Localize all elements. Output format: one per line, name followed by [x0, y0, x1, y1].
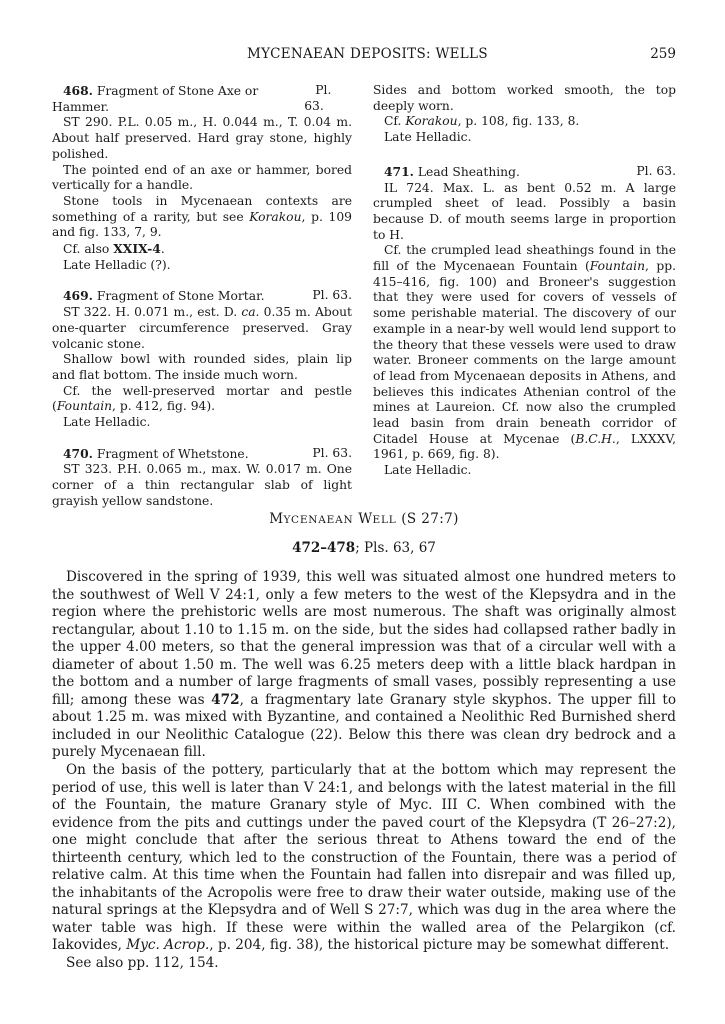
entry-description: [52, 305, 352, 352]
entry-paragraph: [373, 243, 676, 463]
entry-paragraph: [52, 384, 352, 415]
entry-number: 470.: [63, 445, 93, 461]
plate-reference: Pl. 63.: [312, 445, 352, 460]
body-paragraph: See also pp. 112, 154.: [66, 955, 219, 972]
entry-date: Late Helladic.: [63, 415, 151, 430]
entry-title: Fragment of Whetstone.: [96, 446, 249, 461]
entry-number: 468.: [63, 83, 93, 98]
italic-reference: Fountain: [56, 399, 113, 414]
text-run: , LXXXV, 1961, p. 669, fig. 8).: [373, 431, 676, 462]
text-run: , pp. 415–416, fig. 100) and Broneer's suggestion that they were used for covers of vessels of some perishable material. The discovery of our example in a near-by well would lend support to the theory that these vessels were used to draw water. Broneer comments on the large amount of lead from Mycenaean deposits in Athens, and believes this indicates Athenian control of the mines at Laureion. Cf. now also the crumpled lead basin from drain beneath corridor of Citadel House at Mycenae (: [373, 259, 676, 446]
deposit-reference: (S 27:7): [401, 511, 459, 527]
catalogue-entry-470: [52, 446, 352, 510]
catalogue-range: 472–478: [292, 540, 356, 556]
body-paragraph: [52, 762, 676, 955]
entry-paragraph: [52, 194, 352, 241]
entry-description: ST 323. P.H. 0.065 m., max. W. 0.017 m. One corner of a thin rectangular slab of light grayish yellow sandstone.: [52, 462, 352, 508]
plate-references: ; Pls. 63, 67: [355, 540, 436, 556]
entry-title: Fragment of Stone Axe or Hammer.: [52, 84, 259, 114]
bold-reference: 472: [211, 691, 240, 708]
catalogue-entry-469: [52, 288, 352, 430]
entry-crossref: [52, 241, 352, 258]
italic-reference: Myc. Acrop.: [126, 937, 210, 954]
italic-text: ca.: [241, 305, 260, 320]
italic-reference: Korakou: [249, 209, 302, 224]
text-run: ST 322. H. 0.071 m., est. D.: [63, 305, 242, 320]
entry-title: Lead Sheathing.: [417, 164, 520, 179]
entry-heading: [52, 288, 352, 305]
italic-reference: Fountain: [589, 259, 645, 274]
entry-date: Late Helladic.: [384, 130, 472, 145]
text-run: , p. 412, fig. 94).: [112, 399, 216, 414]
running-head-title: MYCENAEAN DEPOSITS: WELLS: [247, 46, 488, 62]
text-run: 0.35 m. About one-quarter circumference preserved. Gray volcanic stone.: [52, 305, 352, 351]
small-caps-text: ELL: [372, 514, 397, 526]
body-text: [52, 569, 676, 973]
small-caps-initial: W: [358, 511, 373, 527]
entry-description: ST 290. P.L. 0.05 m., H. 0.044 m., T. 0.04 m. About half preserved. Hard gray stone, highly polished.: [52, 115, 352, 161]
plate-reference: Pl. 63.: [304, 83, 332, 113]
running-head: [52, 46, 676, 66]
page-number: 259: [650, 46, 676, 62]
catalogue-entry-468: [52, 83, 352, 273]
text-run: Cf. the crumpled lead sheathings found in the fill of the Mycenaean Fountain (: [373, 243, 676, 274]
body-paragraph: [52, 569, 676, 762]
text-run: , p. 108, fig. 133, 8.: [457, 114, 580, 129]
entry-paragraph: Shallow bowl with rounded sides, plain lip and flat bottom. The inside much worn.: [52, 352, 352, 382]
entry-number: 469.: [63, 288, 93, 304]
small-caps-text: YCENAEAN: [283, 514, 354, 526]
section-heading: [52, 511, 676, 527]
text-run: , p. 109 and fig. 133, 7, 9.: [52, 209, 352, 240]
small-caps-initial: M: [269, 511, 284, 527]
plate-reference: Pl. 63.: [312, 288, 352, 303]
entry-heading: [52, 83, 352, 115]
text-run: Cf. the well-preserved mortar and pestle (: [52, 383, 352, 414]
entry-heading: [52, 446, 352, 463]
entry-date: Late Helladic.: [384, 463, 472, 478]
text-run: , a fragmentary late Granary style skyphos. The upper fill to about 1.25 m. was mixed with Byzantine, and contained a Neolithic Red Burnished sherd included in our Neolithic Catalogue (22). Below this there was clean dry bedrock and a purely Mycenaean fill.: [52, 691, 677, 761]
bold-reference: XXIX-4: [113, 241, 161, 257]
entry-number: 471.: [384, 163, 414, 179]
entry-paragraph: The pointed end of an axe or hammer, bored vertically for a handle.: [52, 162, 352, 193]
entry-title: Fragment of Stone Mortar.: [96, 289, 265, 304]
left-column: [52, 83, 352, 525]
section-subheading: [52, 540, 676, 556]
entry-heading: [373, 164, 676, 181]
text-run: , p. 204, fig. 38), the historical picture may be somewhat different.: [209, 937, 670, 954]
italic-reference: Korakou: [405, 114, 458, 129]
text-run: Cf. also: [63, 242, 114, 257]
entry-date: Late Helladic (?).: [63, 257, 171, 272]
text-run: On the basis of the pottery, particularly that at the bottom which may represent the period of use, this well is later than V 24:1, and belongs with the latest material in the fill of the Fountain, the mature Granary style of Myc. III C. When combined with the evidence from the pits and cuttings under the paved court of the Klepsydra (T 26–27:2), one might conclude that after the serious threat to Athens toward the end of the thirteenth century, which led to the construction of the Fountain, there was a period of relative calm. At this time when the Fountain had fallen into disrepair and was filled up, the inhabitants of the Acropolis were free to draw their water outside, making use of the natural springs at the Klepsydra and of Well S 27:7, which was dug in the area where the water table was high. If these were within the walled area of the Pelargikon (cf. Iakovides,: [52, 762, 676, 954]
catalogue-entry-470-continued: [373, 83, 676, 146]
catalogue-entry-471: [373, 164, 676, 479]
text-run: .: [160, 242, 165, 257]
text-run: Discovered in the spring of 1939, this well was situated almost one hundred meters to the southwest of Well V 24:1, only a few meters to the west of the Klepsydra and in the region where the prehistoric wells are most numerous. The shaft was originally almost rectangular, about 1.10 to 1.15 m. on the side, but the sides had collapsed rather badly in the upper 4.00 meters, so that the general impression was that of a circular well with a diameter of about 1.50 m. The well was 6.25 meters deep with a little black hardpan in the bottom and a number of large fragments of small vases, possibly representing a use fill; among these was: [52, 569, 676, 708]
entry-description: IL 724. Max. L. as bent 0.52 m. A large crumpled sheet of lead. Possibly a basin because D. of mouth seems large in proportion to H.: [373, 180, 676, 242]
entry-paragraph: Sides and bottom worked smooth, the top deeply worn.: [373, 83, 676, 113]
plate-reference: Pl. 63.: [636, 163, 676, 178]
italic-reference: B.C.H.: [575, 431, 616, 446]
text-run: Stone tools in Mycenaean contexts are something of a rarity, but see: [52, 193, 352, 224]
text-run: Cf.: [384, 114, 406, 129]
entry-crossref: [373, 114, 676, 130]
right-column: [373, 83, 676, 494]
